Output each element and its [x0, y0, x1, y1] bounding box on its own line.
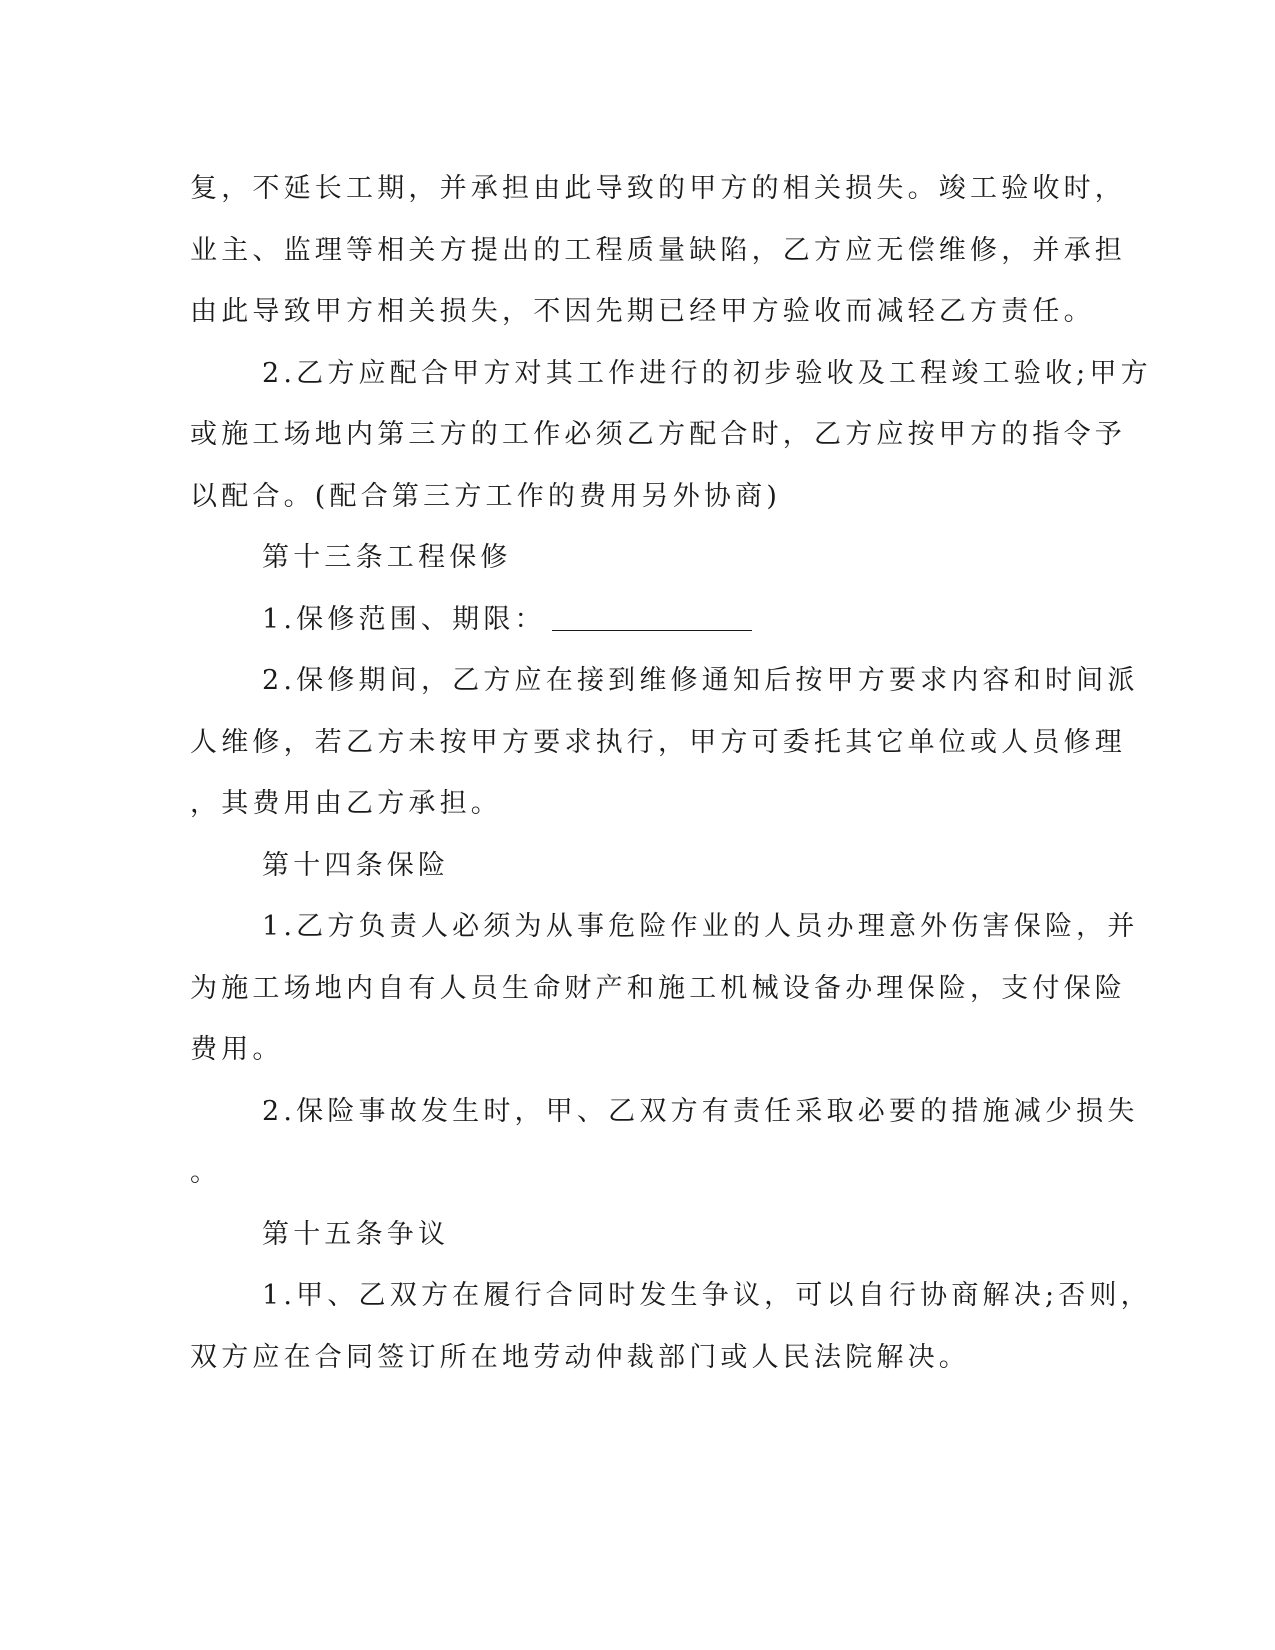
text-line: 费用。 [190, 1034, 284, 1065]
text-line: 人维修，若乙方未按甲方要求执行，甲方可委托其它单位或人员修理 [190, 726, 1126, 758]
text-line: 为施工场地内自有人员生命财产和施工机械设备办理保险，支付保险 [190, 972, 1126, 1004]
section-heading: 第十三条工程保修 [262, 542, 512, 573]
text-line: 1.乙方负责人必须为从事危险作业的人员办理意外伤害保险，并 [262, 911, 1139, 942]
text-line: ，其费用由乙方承担。 [190, 788, 502, 819]
text-line: 以配合。(配合第三方工作的费用另外协商) [190, 480, 782, 512]
text-line: 业主、监理等相关方提出的工程质量缺陷，乙方应无偿维修，并承担 [190, 234, 1126, 266]
text-line: 。 [190, 1157, 222, 1188]
section-heading: 第十四条保险 [262, 849, 450, 881]
warranty-scope-label: 1.保修范围、期限： [262, 603, 546, 635]
document-body [190, 158, 1152, 1388]
text-line: 2.乙方应配合甲方对其工作进行的初步验收及工程竣工验收;甲方 [262, 357, 1152, 389]
text-line: 双方应在合同签订所在地劳动仲裁部门或人民法院解决。 [190, 1341, 970, 1373]
text-line: 1.甲、乙双方在履行合同时发生争议，可以自行协商解决;否则， [262, 1280, 1152, 1311]
text-line: 或施工场地内第三方的工作必须乙方配合时，乙方应按甲方的指令予 [190, 419, 1126, 450]
fill-in-blank [552, 604, 752, 631]
warranty-scope-line [190, 589, 1080, 651]
text-line: 复，不延长工期，并承担由此导致的甲方的相关损失。竣工验收时， [190, 173, 1126, 204]
text-line: 由此导致甲方相关损失，不因先期已经甲方验收而减轻乙方责任。 [190, 296, 1095, 327]
section-heading: 第十五条争议 [262, 1218, 450, 1250]
text-line: 2.保险事故发生时，甲、乙双方有责任采取必要的措施减少损失 [262, 1095, 1139, 1127]
text-line: 2.保修期间，乙方应在接到维修通知后按甲方要求内容和时间派 [262, 665, 1139, 696]
